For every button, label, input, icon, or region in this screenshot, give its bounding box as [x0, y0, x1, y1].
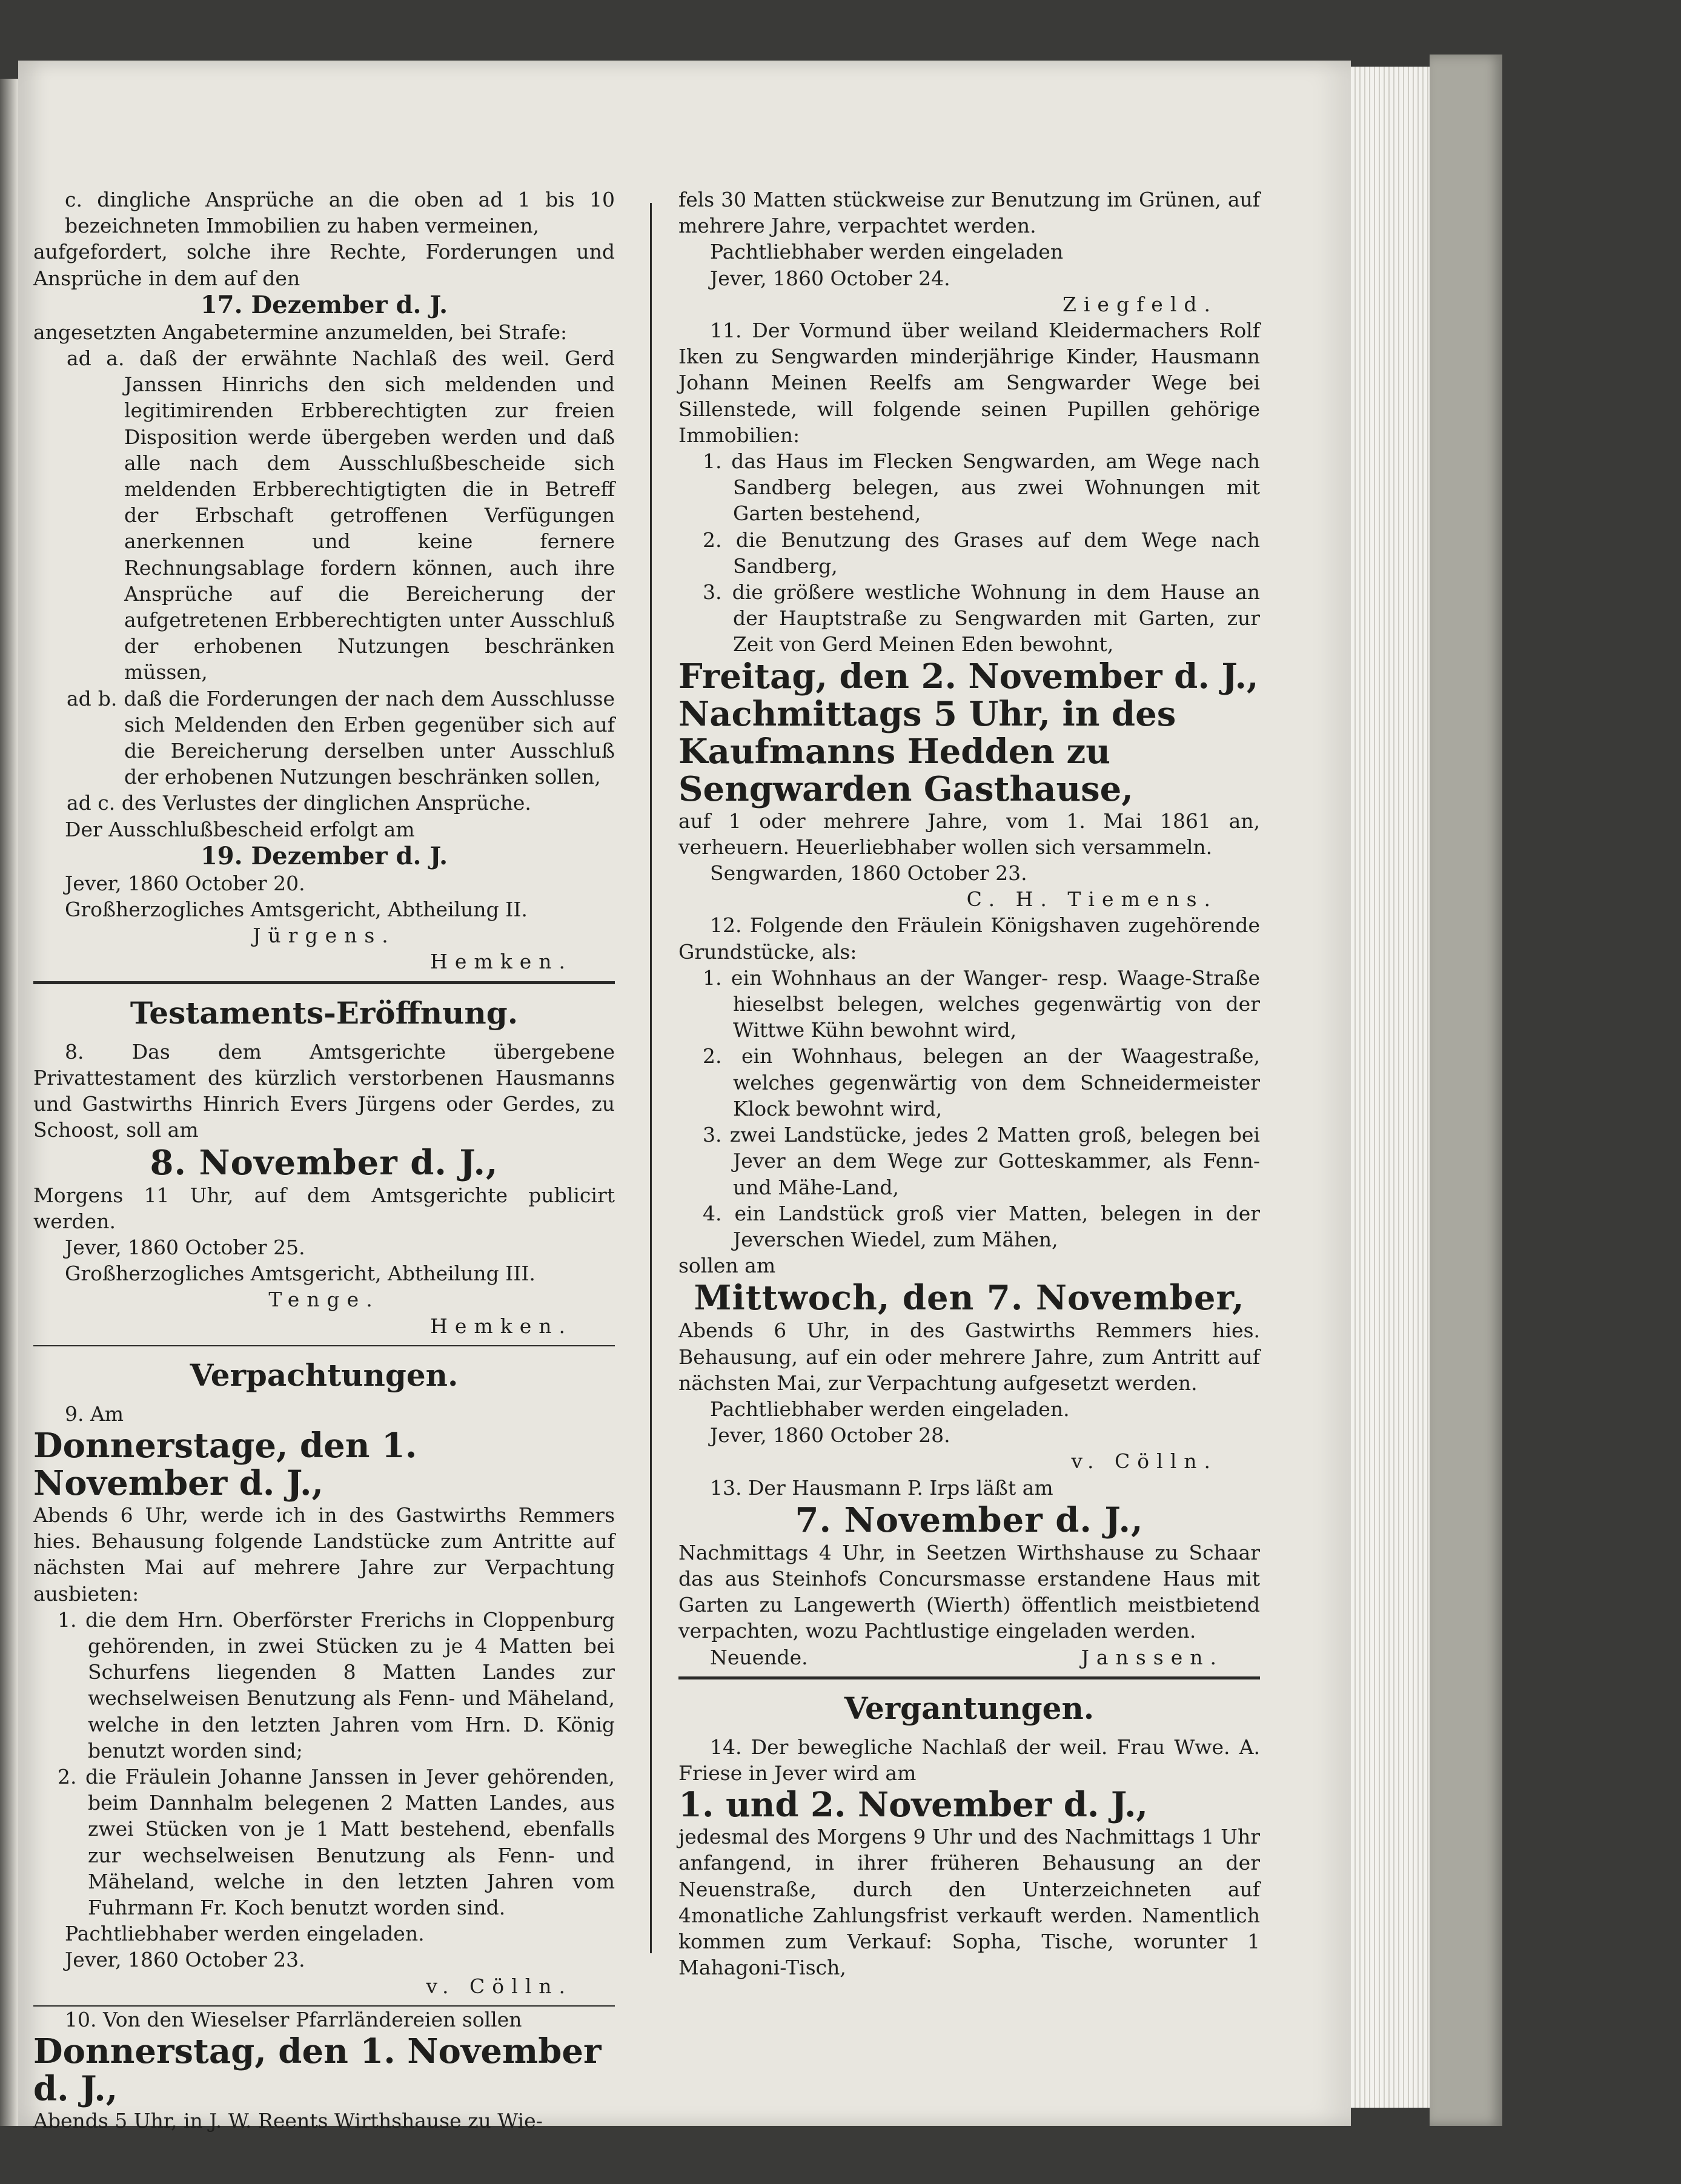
item-14-text: jedesmal des Morgens 9 Uhr und des Nachmittags 1 Uhr anfangend, in ihrer früheren Behausung an der Neuenstraße, durch den Unterzeichneten auf 4monatliche Zahlungsfrist verkauft werden. Namentlich kommen zum Verkauf: Sopha, Tische, worunter 1 Mahagoni-Tisch,: [678, 1825, 1260, 1980]
section-rule-4: [678, 1676, 1260, 1679]
book-cover: [1430, 55, 1502, 2126]
claim-c-cont: aufgefordert, solche ihre Rechte, Forderungen und Ansprüche in dem auf den: [33, 240, 615, 290]
clause-ad-a: ad a. daß der erwähnte Nachlaß des weil. Gerd Janssen Hinrichs den sich meldenden und legitimirenden Erbberechtigten zur freien Disposition werde übergeben werden und daß alle nach dem Ausschlußbescheide sich meldenden Erbberechtigtigten die in Betreff der Erbschaft getroffenen Verfügungen anerkennen und keine fernere Rechnungsablage fordern können, auch ihre Ansprüche auf die Bereicherung der aufgetretenen Erbberechtigten unter Ausschluß der erhobenen Nutzungen beschränken müssen,: [67, 346, 615, 684]
cont-text: fels 30 Matten stückweise zur Benutzung im Grünen, auf mehrere Jahre, verpachtet werden.: [678, 188, 1260, 238]
place-date-2: Jever, 1860 October 25.: [65, 1235, 305, 1259]
left-column: [33, 187, 615, 2134]
signature-ziegfeld: Ziegfeld.: [1062, 292, 1218, 316]
item-11: 11. Der Vormund über weiland Kleidermachers Rolf Iken zu Sengwarden minderjährige Kinder, Hausmann Johann Meinen Reelfs am Sengwarder Wege bei Sillenstede, will folgende seinen Pupillen gehörige Immobilien:: [678, 319, 1260, 447]
item-11-list-1: 1. das Haus im Flecken Sengwarden, am Wege nach Sandberg belegen, aus zwei Wohnungen mit Garten bestehend,: [703, 449, 1260, 526]
heading-verpachtungen: Verpachtungen.: [190, 1357, 459, 1393]
item-12-sollen: sollen am: [678, 1254, 776, 1278]
heading-testament: Testaments-Eröffnung.: [130, 994, 519, 1031]
claim-c: c. dingliche Ansprüche an die oben ad 1 bis 10 bezeichneten Immobilien zu haben vermeinen,: [65, 188, 615, 238]
item-12-list-2: 2. ein Wohnhaus, belegen an der Waagestraße, welches gegenwärtig von dem Schneidermeister Klock bewohnt wird,: [703, 1044, 1260, 1120]
item-13: 13. Der Hausmann P. Irps läßt am: [710, 1475, 1053, 1500]
item-8: 8. Das dem Amtsgerichte übergebene Privattestament des kürzlich verstorbenen Hausmanns und Gastwirths Hinrich Evers Jürgens oder Gerdes, zu Schoost, soll am: [33, 1039, 615, 1142]
invite-2: Pachtliebhaber werden eingeladen.: [710, 1397, 1070, 1421]
court-1: Großherzogliches Amtsgericht, Abtheilung II.: [65, 898, 528, 922]
r-place-date-1: Jever, 1860 October 24.: [710, 266, 950, 290]
section-rule-1: [33, 981, 615, 984]
section-rule-2: [33, 1345, 615, 1346]
item-11-date: Freitag, den 2. November d. J., Nachmittags 5 Uhr, in des Kaufmanns Hedden zu Sengwarden Gasthause,: [678, 656, 1259, 809]
item-9-text: Abends 6 Uhr, werde ich in des Gastwirths Remmers hies. Behausung folgende Landstücke zum Antritte auf nächsten Mai auf mehrere Jahre zur Verpachtung ausbieten:: [33, 1503, 615, 1606]
r-place-date-3: Jever, 1860 October 28.: [710, 1423, 950, 1448]
item-8-date: 8. November d. J.,: [150, 1142, 499, 1183]
item-14-date: 1. und 2. November d. J.,: [678, 1785, 1149, 1825]
item-9-invite: Pachtliebhaber werden eingeladen.: [65, 1922, 425, 1946]
exclusion-note: Der Ausschlußbescheid erfolgt am: [65, 817, 415, 841]
item-12: 12. Folgende den Fräulein Königshaven zugehörende Grundstücke, als:: [678, 913, 1260, 964]
item-10-date: Donnerstag, den 1. November d. J.,: [33, 2031, 602, 2109]
invite-1: Pachtliebhaber werden eingeladen: [710, 240, 1064, 264]
item-11-list-3: 3. die größere westliche Wohnung in dem Hause an der Hauptstraße zu Sengwarden mit Garten, zur Zeit von Gerd Meinen Eden bewohnt,: [703, 580, 1260, 657]
page-fore-edge: [1351, 67, 1430, 2108]
place-neuende: [678, 1644, 1260, 1670]
place-neuende-label: Neuende.: [710, 1645, 808, 1669]
item-10-text: Abends 5 Uhr, in J. W. Reents Wirthshause zu Wie-: [33, 2108, 543, 2133]
item-14: 14. Der bewegliche Nachlaß der weil. Frau Wwe. A. Friese in Jever wird am: [678, 1735, 1260, 1785]
r-place-date-2: Sengwarden, 1860 October 23.: [710, 861, 1027, 885]
signature-tenge: Tenge.: [268, 1288, 380, 1312]
place-date-3: Jever, 1860 October 23.: [65, 1948, 305, 1972]
item-12-list-3: 3. zwei Landstücke, jedes 2 Matten groß, belegen bei Jever an dem Wege zur Gotteskammer, als Fenn- und Mähe-Land,: [703, 1123, 1260, 1199]
item-8-after: Morgens 11 Uhr, auf dem Amtsgerichte publicirt werden.: [33, 1183, 615, 1233]
item-11-list-2: 2. die Benutzung des Grases auf dem Wege nach Sandberg,: [703, 528, 1260, 578]
place-date-1: Jever, 1860 October 20.: [65, 871, 305, 895]
heading-vergantungen: Vergantungen.: [844, 1690, 1095, 1726]
item-9-list-2: 2. die Fräulein Johanne Janssen in Jever gehörenden, beim Dannhalm belegenen 2 Matten Landes, aus zwei Stücken von je 1 Matt bestehend, ebenfalls zur wechselweisen Benutzung als Fenn- und Mäheland, welche in den letzten Jahren vom Fuhrmann Fr. Koch benutzt worden sind.: [58, 1764, 615, 1919]
signature-hemken-1: Hemken.: [430, 950, 572, 974]
signature-hemken-2: Hemken.: [430, 1314, 572, 1338]
item-12-text: Abends 6 Uhr, in des Gastwirths Remmers hies. Behausung, auf ein oder mehrere Jahre, zum Antritt auf nächsten Mai, zur Verpachtung aufgesetzt werden.: [678, 1319, 1260, 1395]
item-9-list-1: 1. die dem Hrn. Oberförster Frerichs in Cloppenburg gehörenden, in zwei Stücken zu je 4 Matten bei Schurfens liegenden 8 Matten Landes zur wechselweisen Benutzung als Fenn- und Mäheland, welche in den letzten Jahren vom Hrn. D. König benutzt worden sind;: [58, 1607, 615, 1762]
item-13-text: Nachmittags 4 Uhr, in Seetzen Wirthshause zu Schaar das aus Steinhofs Concursmasse erstandene Haus mit Garten zu Langewerth (Wierth) öffentlich meistbietend verpachten, wozu Pachtlustige eingeladen werden.: [678, 1540, 1260, 1643]
court-2: Großherzogliches Amtsgericht, Abtheilung III.: [65, 1262, 535, 1286]
signature-juergens: Jürgens.: [253, 924, 396, 948]
signature-janssen: Janssen.: [1081, 1645, 1224, 1669]
item-13-date: 7. November d. J.,: [795, 1500, 1144, 1540]
date-dec-17: 17. Dezember d. J.: [200, 290, 448, 319]
item-9-intro: 9. Am: [65, 1401, 124, 1426]
date-after: angesetzten Angabetermine anzumelden, bei Strafe:: [33, 320, 568, 344]
date-dec-19: 19. Dezember d. J.: [200, 841, 448, 870]
item-11-after: auf 1 oder mehrere Jahre, vom 1. Mai 1861 an, verheuern. Heuerliebhaber wollen sich versammeln.: [678, 809, 1260, 859]
signature-tiemens: C. H. Tiemens.: [966, 887, 1218, 912]
column-divider: [650, 203, 652, 1953]
clause-ad-b: ad b. daß die Forderungen der nach dem Ausschlusse sich Meldenden den Erben gegenüber sich auf die Bereicherung derselben unter Ausschluß der erhobenen Nutzungen beschränken sollen,: [67, 686, 615, 789]
signature-coelln-1: v. Cölln.: [426, 1974, 572, 1998]
item-12-list-4: 4. ein Landstück groß vier Matten, belegen in der Jeverschen Wiedel, zum Mähen,: [703, 1201, 1260, 1251]
clause-ad-c: ad c. des Verlustes der dinglichen Ansprüche.: [67, 791, 531, 815]
item-12-date: Mittwoch, den 7. November,: [694, 1278, 1245, 1319]
signature-coelln-2: v. Cölln.: [1071, 1449, 1218, 1474]
item-10: 10. Von den Wieselser Pfarrländereien sollen: [65, 2007, 522, 2031]
item-9-date: Donnerstage, den 1. November d. J.,: [33, 1425, 417, 1503]
right-column: [678, 187, 1260, 1980]
item-12-list-1: 1. ein Wohnhaus an der Wanger- resp. Waage-Straße hieselbst belegen, welches gegenwärtig von der Wittwe Kühn bewohnt wird,: [703, 965, 1260, 1042]
